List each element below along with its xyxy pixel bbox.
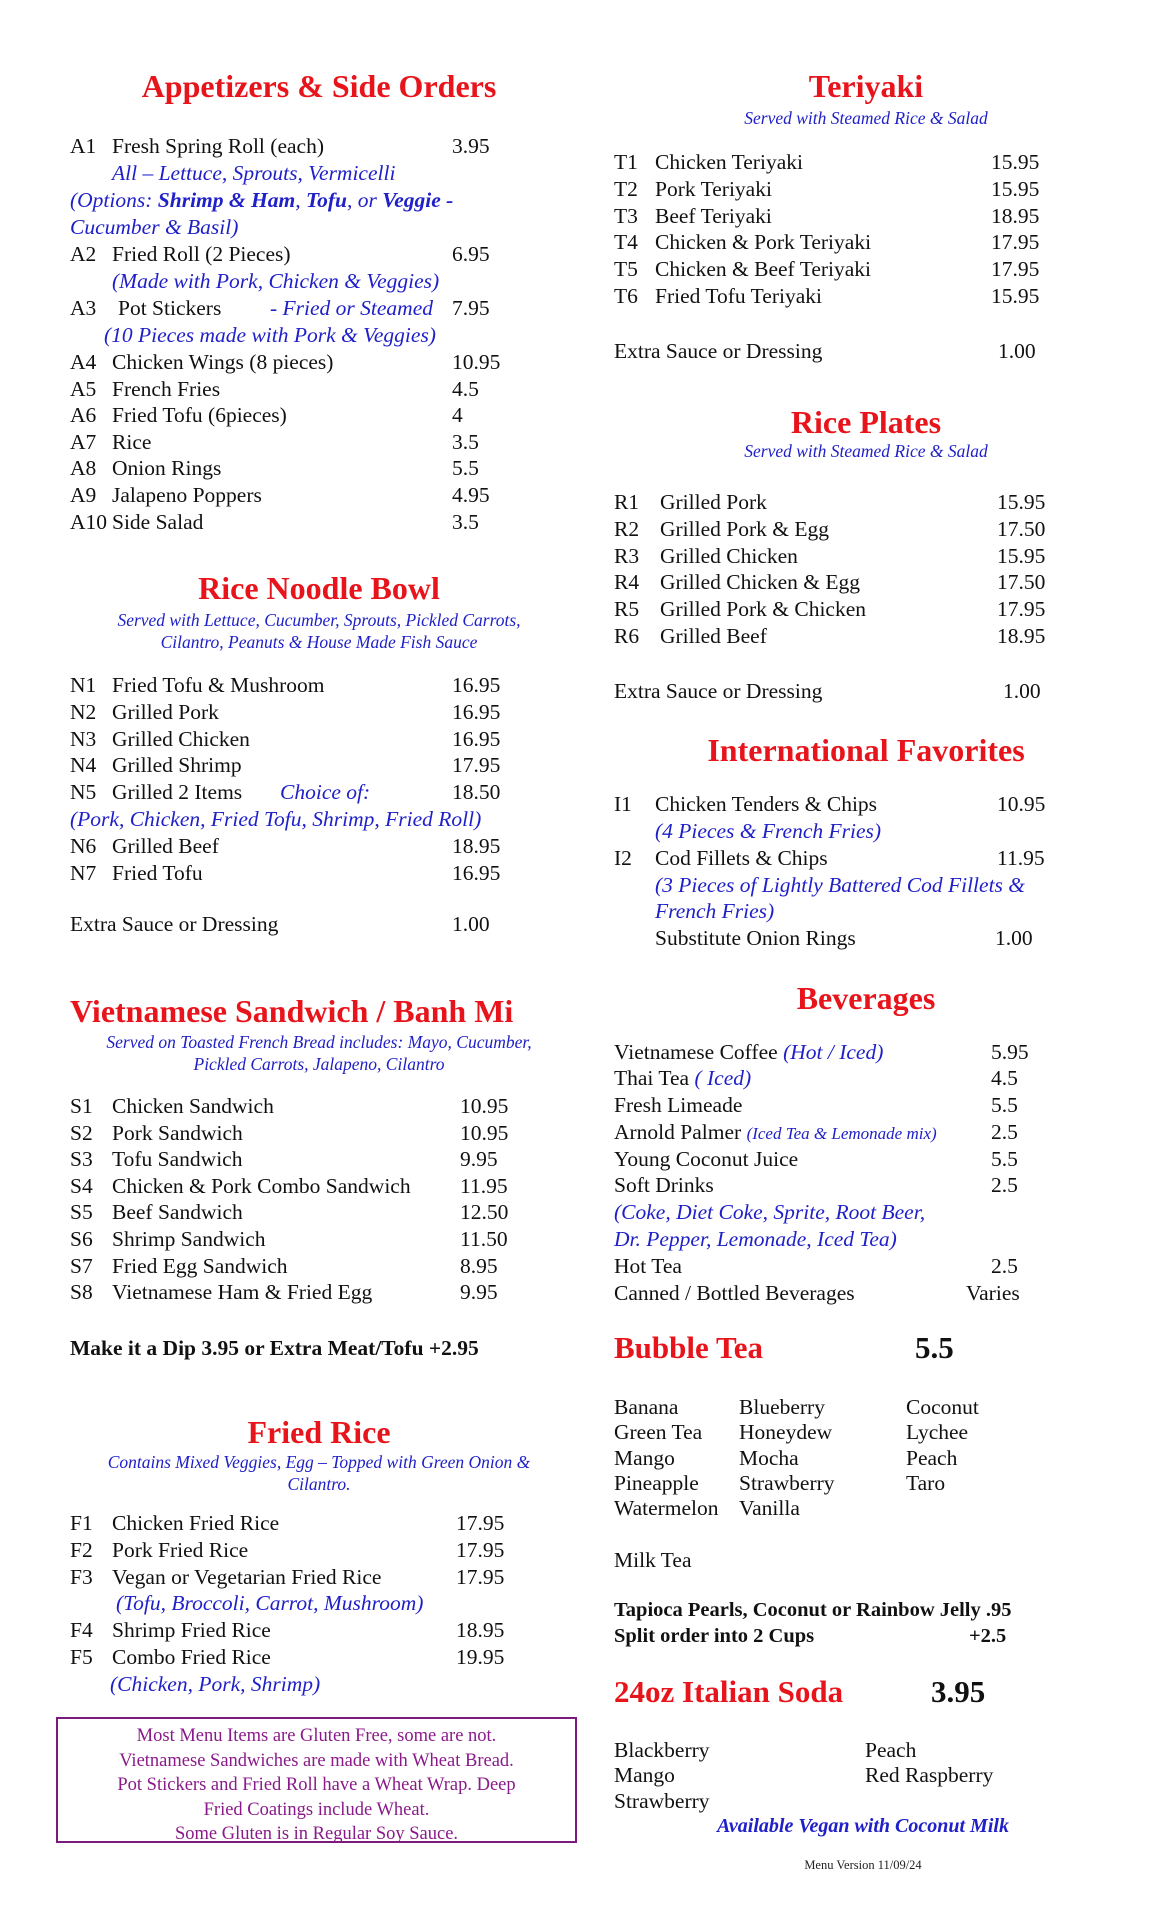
extra-price: 1.00 [452, 912, 490, 936]
tapioca-note: Tapioca Pearls, Coconut or Rainbow Jelly .95 [614, 1599, 1012, 1621]
bev-price: 5.5 [991, 1147, 1018, 1171]
bev-price: Varies [966, 1281, 1020, 1305]
item-name: Pork Fried Rice [112, 1537, 249, 1562]
item-code: A7 [70, 429, 97, 454]
item-code: T3 [614, 203, 638, 228]
menu-version: Menu Version 11/09/24 [804, 1858, 922, 1872]
item-name: Shrimp Fried Rice [112, 1618, 271, 1642]
substitute-price: 1.00 [995, 926, 1033, 950]
item-code: N2 [70, 699, 97, 724]
item-code: T4 [614, 230, 638, 255]
item-name: Pot Stickers [118, 296, 222, 320]
item-code: A10 [70, 509, 108, 534]
bev-price: 2.5 [991, 1173, 1018, 1197]
item-price: 15.95 [991, 150, 1040, 174]
bubble-flavor: Mocha [739, 1445, 799, 1470]
bubble-flavor: Mango [614, 1445, 675, 1470]
item-code: I1 [614, 792, 632, 816]
extra-label: Extra Sauce or Dressing [70, 912, 279, 936]
item-price: 3.5 [452, 429, 479, 454]
item-note: (10 Pieces made with Pork & Veggies) [104, 323, 436, 347]
bubble-flavor: Peach [906, 1445, 958, 1470]
item-price: 15.95 [991, 284, 1040, 308]
item-name: Fried Roll (2 Pieces) [112, 242, 291, 266]
item-name: French Fries [112, 376, 221, 401]
item-price: 11.95 [997, 846, 1045, 870]
banhmi-subtitle: Served on Toasted French Bread includes: Mayo, Cucumber, [106, 1032, 532, 1052]
bev-note: (Coke, Diet Coke, Sprite, Root Beer, [614, 1200, 926, 1224]
item-code: A6 [70, 403, 97, 428]
item-name: Jalapeno Poppers [112, 483, 262, 507]
item-code: A5 [70, 376, 97, 401]
item-name: Fried Tofu (6pieces) [112, 403, 287, 428]
soda-title: 24oz Italian Soda [614, 1674, 844, 1709]
item-price: 16.95 [452, 673, 501, 697]
item-code: R6 [614, 624, 640, 648]
item-code: F5 [70, 1644, 93, 1669]
noodle-subtitle: Served with Lettuce, Cucumber, Sprouts, Pickled Carrots, [117, 610, 521, 630]
bubble-flavor: Pineapple [614, 1470, 699, 1495]
item-name: Side Salad [112, 509, 204, 534]
item-code: T5 [614, 257, 638, 282]
item-price: 18.50 [452, 780, 501, 804]
item-code: A2 [70, 242, 97, 266]
item-price: 4 [452, 403, 463, 428]
extra-price: 1.00 [998, 339, 1036, 363]
notice-line: Some Gluten is in Regular Soy Sauce. [174, 1824, 459, 1844]
item-name: Fried Egg Sandwich [112, 1253, 288, 1278]
bubble-flavor: Lychee [906, 1420, 969, 1445]
item-name: Chicken Fried Rice [112, 1511, 280, 1535]
item-code: I2 [614, 846, 632, 870]
bev-price: 5.95 [991, 1040, 1029, 1064]
item-code: A4 [70, 350, 97, 374]
item-price: 17.95 [452, 753, 501, 778]
item-name: Fresh Spring Roll (each) [112, 134, 324, 158]
item-name: Vietnamese Ham & Fried Egg [112, 1280, 373, 1305]
item-name: Cod Fillets & Chips [655, 846, 828, 870]
item-price: 10.95 [460, 1120, 509, 1145]
item-code: R5 [614, 597, 640, 622]
beverages-title: Beverages [796, 980, 936, 1016]
bev-name: Hot Tea [614, 1254, 682, 1278]
item-code: N1 [70, 673, 97, 697]
soda-flavor: Blackberry [614, 1738, 710, 1762]
item-code: F1 [70, 1511, 93, 1535]
item-code: T6 [614, 284, 638, 308]
item-code: T1 [614, 150, 638, 174]
riceplates-subtitle: Served with Steamed Rice & Salad [744, 441, 988, 461]
item-price: 4.5 [452, 376, 479, 401]
soda-flavor: Red Raspberry [865, 1763, 994, 1788]
item-code: S2 [70, 1120, 93, 1145]
bev-price: 2.5 [991, 1254, 1018, 1278]
notice-line: Fried Coatings include Wheat. [203, 1799, 430, 1820]
item-price: 18.95 [997, 624, 1046, 648]
bubble-flavor: Taro [906, 1470, 946, 1495]
soda-flavor: Peach [865, 1738, 917, 1762]
extra-label: Extra Sauce or Dressing [614, 339, 823, 363]
soda-flavor: Mango [614, 1763, 675, 1788]
item-code: S3 [70, 1147, 93, 1172]
item-name: Chicken Tenders & Chips [655, 792, 878, 816]
item-code: S4 [70, 1173, 93, 1198]
item-price: 3.5 [452, 509, 479, 534]
item-name: Grilled Chicken [112, 726, 250, 751]
item-price: 16.95 [452, 726, 501, 751]
item-name: Grilled Shrimp [112, 753, 242, 778]
bubble-flavor: Honeydew [739, 1420, 833, 1445]
item-code: S8 [70, 1280, 93, 1305]
item-price: 17.95 [991, 257, 1040, 282]
item-price: 16.95 [452, 699, 501, 724]
item-name: Chicken Wings (8 pieces) [112, 350, 334, 374]
bev-name: Vietnamese Coffee (Hot / Iced) [614, 1040, 884, 1064]
item-name: Chicken Teriyaki [655, 150, 803, 174]
item-price: 17.95 [456, 1564, 505, 1589]
item-price: 18.95 [991, 203, 1040, 228]
item-price: 9.95 [460, 1147, 498, 1172]
bubble-flavor: Coconut [906, 1395, 979, 1419]
item-code: F3 [70, 1564, 93, 1589]
item-price: 18.95 [456, 1618, 505, 1642]
item-note: Cucumber & Basil) [70, 215, 239, 239]
item-price: 16.95 [452, 860, 501, 885]
soda-price: 3.95 [931, 1674, 986, 1709]
item-price: 5.5 [452, 456, 479, 481]
item-name: Grilled Chicken & Egg [660, 570, 861, 595]
item-price: 17.95 [997, 597, 1046, 622]
bubble-flavor: Green Tea [614, 1420, 703, 1445]
banhmi-subtitle: Pickled Carrots, Jalapeno, Cilantro [193, 1054, 445, 1074]
teriyaki-title: Teriyaki [808, 68, 924, 104]
item-price: 3.95 [452, 134, 490, 158]
noodle-subtitle: Cilantro, Peanuts & House Made Fish Sauce [160, 632, 478, 652]
dip-note: Make it a Dip 3.95 or Extra Meat/Tofu +2.95 [70, 1336, 479, 1360]
soda-flavor: Strawberry [614, 1788, 710, 1813]
friedrice-subtitle: Contains Mixed Veggies, Egg – Topped with Green Onion & [107, 1452, 531, 1472]
split-label: Split order into 2 Cups [614, 1625, 815, 1647]
item-note: (Made with Pork, Chicken & Veggies) [112, 269, 440, 293]
item-name: Grilled Pork [660, 490, 767, 514]
item-note: (3 Pieces of Lightly Battered Cod Fillets & [655, 873, 1026, 897]
item-price: 11.95 [460, 1173, 508, 1198]
item-name: Rice [112, 429, 152, 454]
item-price: 15.95 [997, 543, 1046, 568]
item-note: (Chicken, Pork, Shrimp) [110, 1672, 321, 1696]
bev-price: 4.5 [991, 1066, 1018, 1090]
item-code: N5 [70, 780, 97, 804]
item-price: 10.95 [452, 350, 501, 374]
item-price: 15.95 [997, 490, 1046, 514]
notice-line: Most Menu Items are Gluten Free, some are not. [136, 1726, 497, 1746]
item-name: Grilled Pork & Egg [660, 516, 829, 541]
extra-price: 1.00 [1003, 679, 1041, 703]
item-price: 11.50 [460, 1227, 508, 1251]
item-name: Chicken Sandwich [112, 1094, 274, 1118]
item-price: 10.95 [997, 792, 1046, 816]
item-note: (Options: Shrimp & Ham, Tofu, or Veggie - [70, 188, 454, 212]
item-name: Grilled 2 Items [112, 780, 243, 804]
item-price: 19.95 [456, 1644, 505, 1669]
item-code: S6 [70, 1227, 93, 1251]
bev-name: Soft Drinks [614, 1173, 714, 1197]
item-name: Chicken & Pork Teriyaki [655, 230, 872, 255]
item-name: Fried Tofu Teriyaki [655, 284, 822, 308]
notice-line: Vietnamese Sandwiches are made with Wheat Bread. [119, 1750, 514, 1771]
item-name: Shrimp Sandwich [112, 1227, 266, 1251]
item-price: 8.95 [460, 1253, 498, 1278]
item-name: Vegan or Vegetarian Fried Rice [112, 1564, 382, 1589]
item-code: N7 [70, 860, 97, 885]
extra-label: Extra Sauce or Dressing [614, 679, 823, 703]
item-price: 17.50 [997, 516, 1046, 541]
item-price: 12.50 [460, 1200, 509, 1225]
item-name: Grilled Beef [660, 624, 767, 648]
item-price: 10.95 [460, 1094, 509, 1118]
bev-note: Dr. Pepper, Lemonade, Iced Tea) [614, 1227, 897, 1251]
item-code: F4 [70, 1618, 93, 1642]
international-title: International Favorites [707, 732, 1025, 768]
item-name: Grilled Pork [112, 699, 219, 724]
item-code: S5 [70, 1200, 93, 1225]
item-note: (Pork, Chicken, Fried Tofu, Shrimp, Fried Roll) [70, 807, 482, 831]
item-name: Beef Sandwich [112, 1200, 243, 1225]
bev-price: 5.5 [991, 1093, 1018, 1117]
item-name: Chicken & Beef Teriyaki [655, 257, 872, 282]
item-code: S7 [70, 1253, 93, 1278]
item-code: R2 [614, 516, 640, 541]
item-code: S1 [70, 1094, 93, 1118]
item-name: Fried Tofu [112, 860, 203, 885]
friedrice-subtitle: Cilantro. [287, 1474, 351, 1494]
bev-name: Thai Tea ( Iced) [614, 1066, 752, 1090]
item-code: A8 [70, 456, 97, 481]
item-price: 9.95 [460, 1280, 498, 1305]
item-price: 15.95 [991, 176, 1040, 201]
item-name: Grilled Chicken [660, 543, 798, 568]
appetizers-title: Appetizers & Side Orders [141, 68, 497, 104]
bubble-flavor: Watermelon [614, 1496, 719, 1521]
bubble-price: 5.5 [915, 1330, 954, 1365]
item-price: 17.95 [991, 230, 1040, 255]
split-price: +2.5 [969, 1625, 1007, 1647]
item-note: (Tofu, Broccoli, Carrot, Mushroom) [116, 1591, 424, 1615]
item-code: R1 [614, 490, 640, 514]
item-price: 7.95 [452, 296, 490, 320]
item-price: 17.50 [997, 570, 1046, 595]
item-code: R3 [614, 543, 640, 568]
friedrice-title: Fried Rice [247, 1414, 391, 1450]
bev-name: Young Coconut Juice [614, 1147, 799, 1171]
item-code: N6 [70, 834, 97, 858]
item-price: 17.95 [456, 1537, 505, 1562]
bubble-title: Bubble Tea [614, 1330, 764, 1365]
item-code: R4 [614, 570, 640, 595]
item-note: (4 Pieces & French Fries) [655, 819, 882, 843]
noodle-title: Rice Noodle Bowl [198, 570, 440, 606]
bev-name: Canned / Bottled Beverages [614, 1281, 855, 1305]
item-name: Onion Rings [112, 456, 222, 481]
item-code: A1 [70, 134, 97, 158]
riceplates-title: Rice Plates [790, 404, 942, 440]
item-price: 6.95 [452, 242, 490, 266]
bev-name: Fresh Limeade [614, 1093, 743, 1117]
item-note: All – Lettuce, Sprouts, Vermicelli [112, 161, 396, 185]
item-code: N4 [70, 753, 97, 778]
banhmi-title: Vietnamese Sandwich / Banh Mi [70, 993, 514, 1029]
teriyaki-subtitle: Served with Steamed Rice & Salad [744, 108, 988, 128]
gluten-notice [56, 1717, 577, 1843]
item-name: Tofu Sandwich [112, 1147, 243, 1172]
item-note: - Fried or Steamed [270, 296, 434, 320]
bev-price: 2.5 [991, 1120, 1018, 1144]
item-code: N3 [70, 726, 97, 751]
item-price: 17.95 [456, 1511, 505, 1535]
item-name: Grilled Pork & Chicken [660, 597, 867, 622]
item-name: Chicken & Pork Combo Sandwich [112, 1173, 411, 1198]
substitute-label: Substitute Onion Rings [655, 926, 856, 950]
item-name: Grilled Beef [112, 834, 219, 858]
vegan-note: Available Vegan with Coconut Milk [717, 1815, 1009, 1837]
item-note: Choice of: [280, 780, 371, 804]
item-name: Beef Teriyaki [655, 203, 772, 228]
item-price: 4.95 [452, 483, 490, 507]
item-name: Pork Teriyaki [655, 176, 772, 201]
item-code: A9 [70, 483, 97, 507]
item-note: French Fries) [655, 899, 775, 923]
item-code: T2 [614, 176, 638, 201]
item-price: 18.95 [452, 834, 501, 858]
bubble-flavor: Strawberry [739, 1470, 835, 1495]
notice-line: Pot Stickers and Fried Roll have a Wheat Wrap. Deep [117, 1775, 516, 1795]
bubble-flavor: Vanilla [739, 1496, 800, 1521]
item-name: Combo Fried Rice [112, 1644, 271, 1669]
item-code: F2 [70, 1537, 93, 1562]
item-name: Pork Sandwich [112, 1120, 243, 1145]
bubble-flavor: Banana [614, 1395, 679, 1419]
item-code: A3 [70, 296, 97, 320]
milk-tea: Milk Tea [614, 1548, 692, 1572]
item-name: Fried Tofu & Mushroom [112, 673, 325, 697]
bubble-flavor: Blueberry [739, 1395, 825, 1419]
bev-name: Arnold Palmer (Iced Tea & Lemonade mix) [614, 1120, 937, 1144]
